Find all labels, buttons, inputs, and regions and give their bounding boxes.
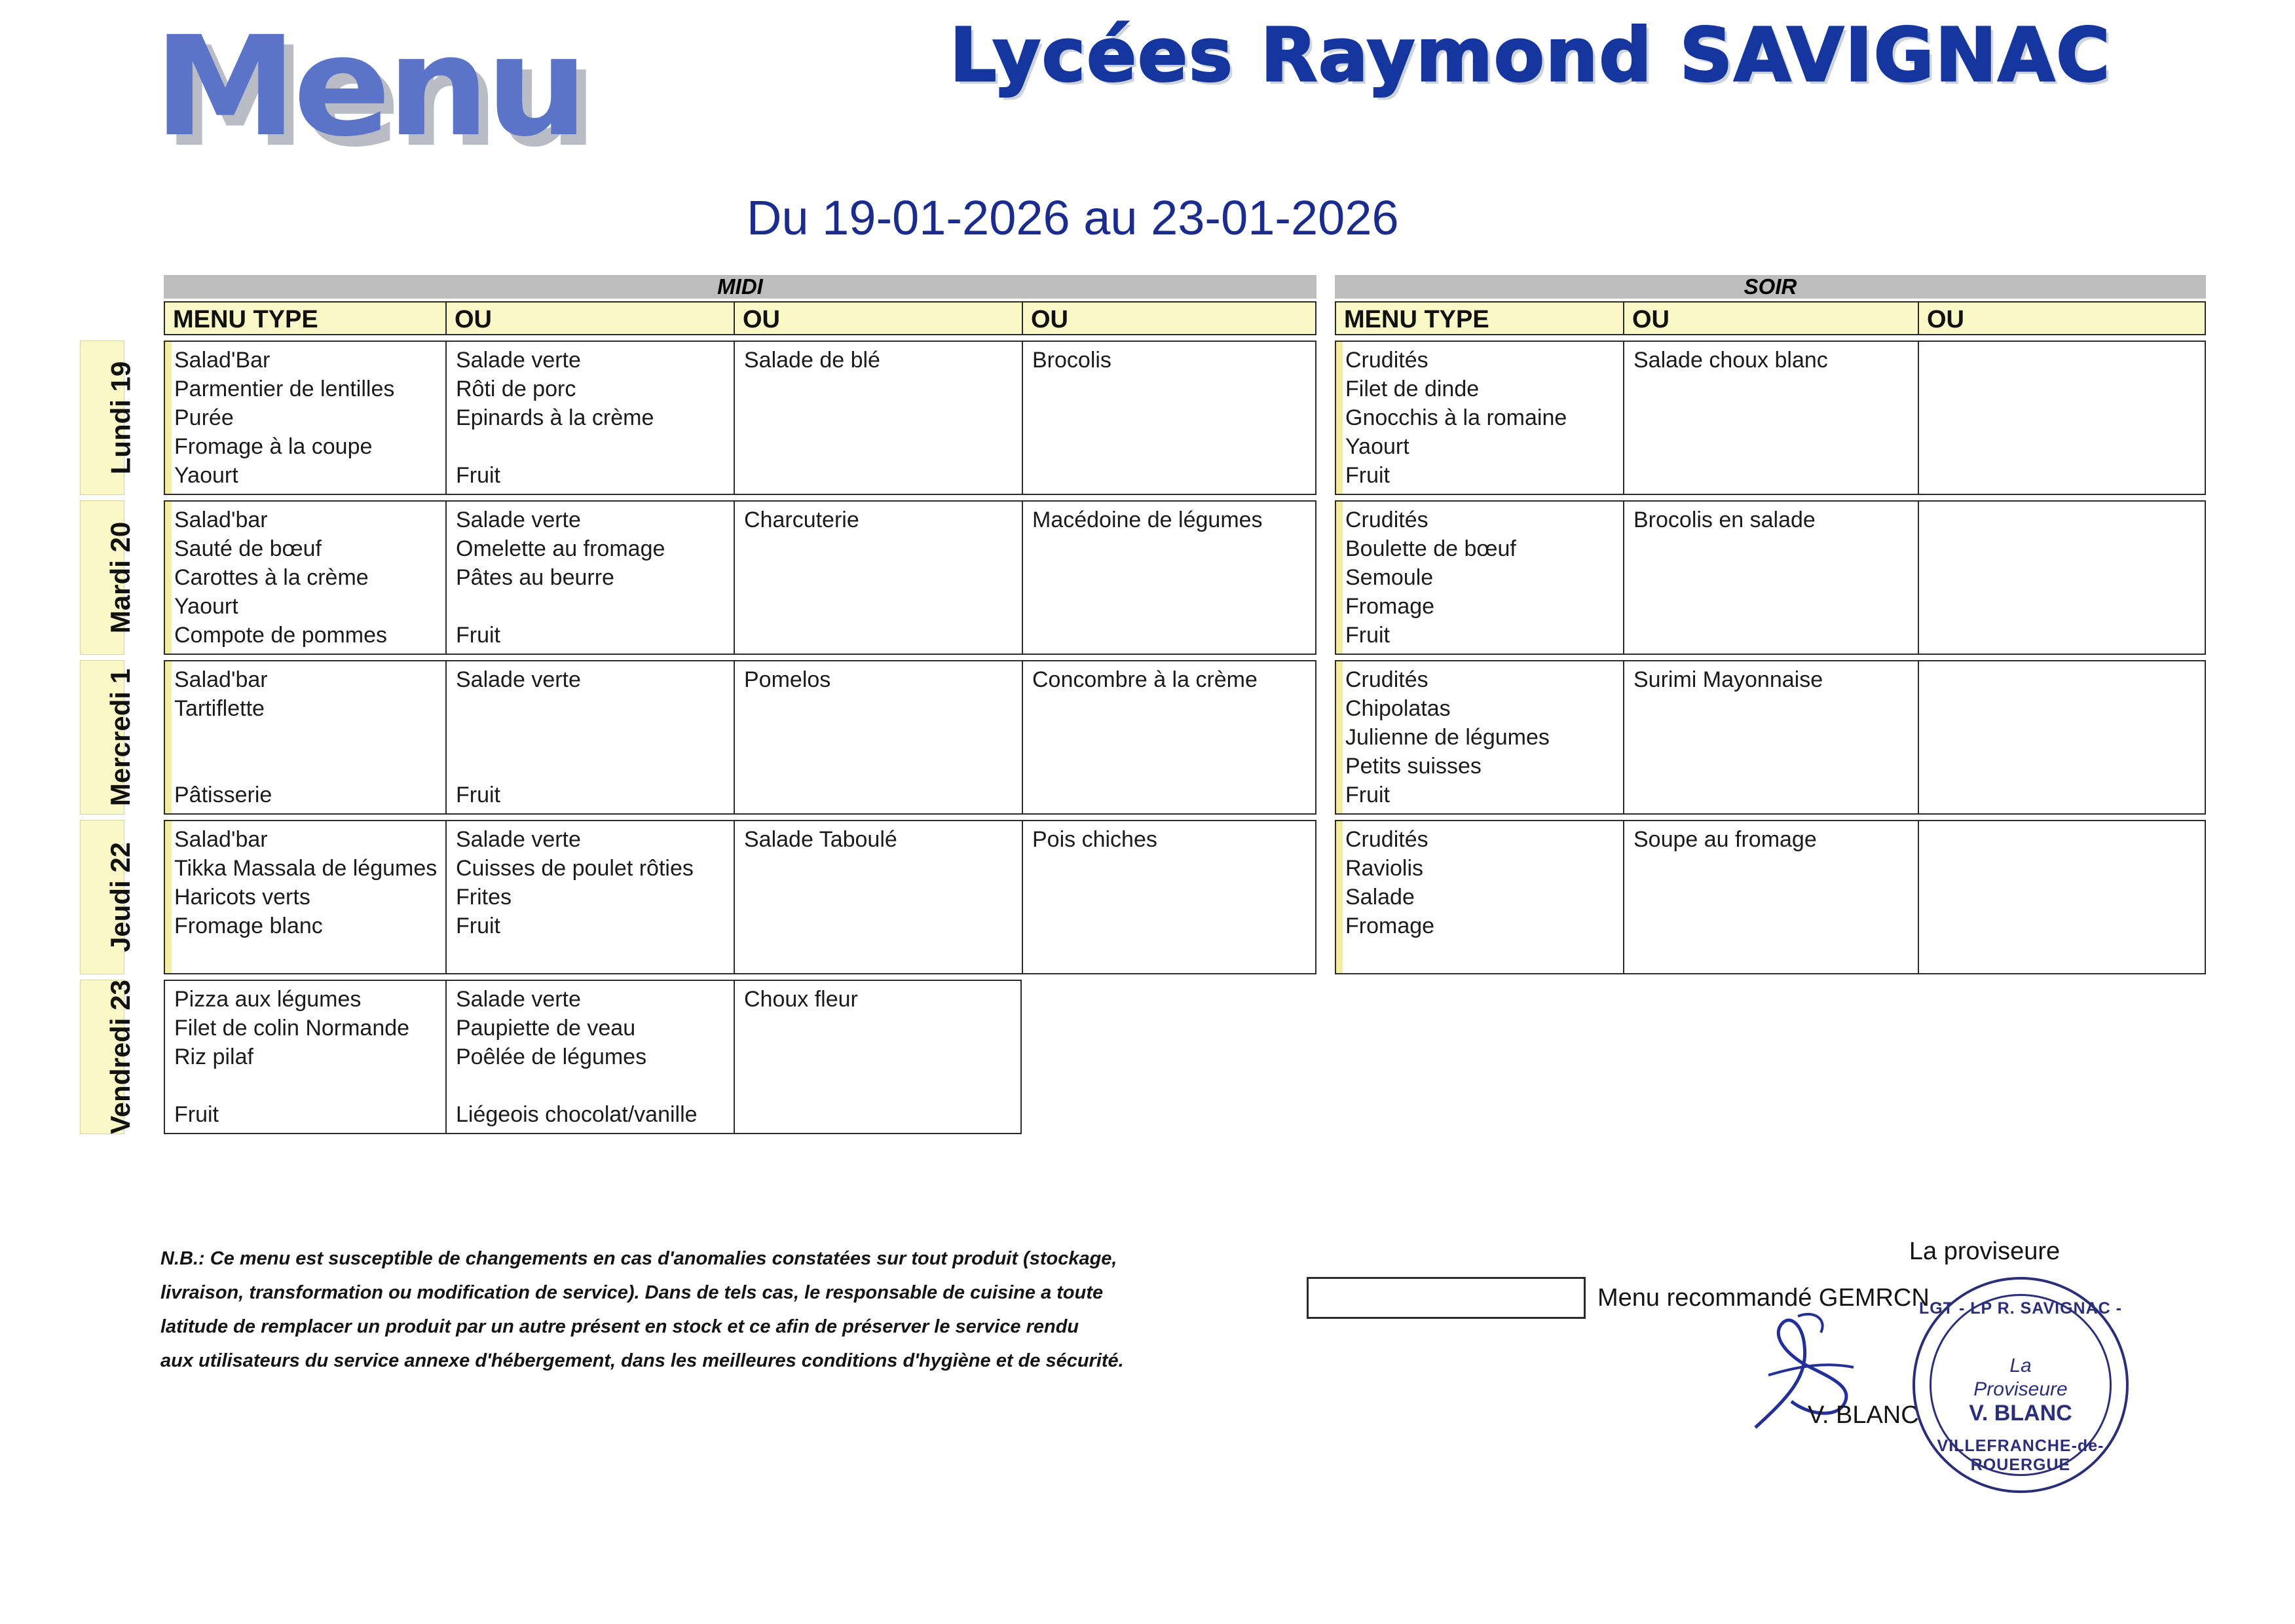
menu-line: Frites — [456, 885, 512, 910]
menu-line: Salad'bar — [174, 827, 268, 852]
menu-line: Filet de dinde — [1345, 377, 1480, 401]
stamp-arc-top: LGT - LP R. SAVIGNAC - — [1919, 1299, 2122, 1318]
cell-mardi-midi-ou-3 — [1022, 500, 1316, 655]
day-label-text: Vendredi 23 — [105, 980, 136, 1134]
disclaimer-note — [160, 1247, 1143, 1384]
date-range: Du 19-01-2026 au 23-01-2026 — [747, 191, 1399, 245]
official-stamp — [1912, 1277, 2129, 1493]
row-gap — [1316, 500, 1335, 655]
menu-line: Poêlée de légumes — [456, 1044, 647, 1069]
menu-line: Salade — [1345, 885, 1415, 910]
day-label-vendredi — [77, 980, 164, 1134]
menu-line: Tartiflette — [174, 696, 265, 721]
table-row — [77, 500, 2206, 655]
cell-mardi-midi-ou-2 — [734, 500, 1022, 655]
table-row — [77, 820, 2206, 974]
menu-grid — [77, 275, 2206, 1134]
menu-line: Purée — [174, 405, 234, 430]
menu-line: Fromage — [1345, 913, 1435, 938]
menu-line: Compote de pommes — [174, 623, 388, 648]
menu-line: Pâtes au beurre — [456, 565, 614, 590]
menu-line: Chipolatas — [1345, 696, 1451, 721]
band-soir: SOIR — [1335, 275, 2206, 299]
day-label-text: Mercredi 1 — [105, 668, 136, 807]
signature-role: La proviseure — [1909, 1238, 2061, 1265]
menu-line: Riz pilaf — [174, 1044, 253, 1069]
cell-jeudi-midi-ou-1 — [445, 820, 734, 974]
day-label-text: Mardi 20 — [105, 521, 136, 634]
header-soir-ou-1: OU — [1623, 301, 1918, 335]
cell-vendredi-midi-ou-1 — [445, 980, 734, 1134]
page-header — [0, 0, 2295, 245]
day-label-text: Lundi 19 — [105, 361, 136, 475]
menu-line-empty — [456, 694, 734, 723]
menu-line: Salade choux blanc — [1633, 348, 1828, 373]
cell-mardi-midi-menu-type — [164, 500, 445, 655]
cell-jeudi-midi-ou-2 — [734, 820, 1022, 974]
menu-line: Crudités — [1345, 827, 1428, 852]
cell-lundi-midi-menu-type — [164, 341, 445, 495]
menu-line: Carottes à la crème — [174, 565, 369, 590]
menu-line: Pâtisserie — [174, 783, 272, 807]
menu-line: Salad'bar — [174, 507, 268, 532]
menu-line-empty — [1928, 825, 2205, 854]
header-midi-ou-3: OU — [1022, 301, 1316, 335]
menu-line-empty — [456, 1071, 734, 1100]
header-gap — [1316, 301, 1335, 335]
cell-lundi-midi-ou-2 — [734, 341, 1022, 495]
menu-line: Fruit — [174, 1102, 219, 1127]
cell-mardi-soir-ou-2 — [1918, 500, 2206, 655]
cell-lundi-midi-ou-1 — [445, 341, 734, 495]
menu-line: Parmentier de lentilles — [174, 377, 395, 401]
disclaimer-line: aux utilisateurs du service annexe d'hébergement, dans les meilleures conditions d'hygiène et de sécurité. — [160, 1350, 1124, 1371]
menu-line: Macédoine de légumes — [1032, 507, 1263, 532]
menu-line: Salade de blé — [744, 348, 880, 373]
menu-line: Salad'Bar — [174, 348, 271, 373]
stamp-line-2: Proviseure — [1973, 1378, 2068, 1400]
menu-line: Yaourt — [174, 463, 238, 488]
table-row — [77, 660, 2206, 815]
header-soir-menu-type: MENU TYPE — [1335, 301, 1623, 335]
menu-line: Fruit — [1345, 463, 1390, 488]
menu-line: Omelette au fromage — [456, 536, 665, 561]
menu-line: Crudités — [1345, 667, 1428, 692]
cell-lundi-soir-menu-type — [1335, 341, 1623, 495]
menu-line: Salade verte — [456, 507, 581, 532]
menu-line: Choux fleur — [744, 987, 858, 1012]
table-row — [77, 980, 2206, 1134]
table-row — [77, 341, 2206, 495]
signature-name: V. BLANC — [1808, 1401, 1919, 1429]
menu-line: Surimi Mayonnaise — [1633, 667, 1823, 692]
day-label-text: Jeudi 22 — [105, 841, 136, 953]
cell-vendredi-midi-menu-type — [164, 980, 445, 1134]
menu-line: Paupiette de veau — [456, 1016, 636, 1041]
menu-line-empty — [174, 752, 445, 781]
header-midi-ou-2: OU — [734, 301, 1022, 335]
menu-line: Tikka Massala de légumes — [174, 856, 438, 881]
cell-jeudi-soir-ou-1 — [1623, 820, 1918, 974]
menu-line: Sauté de bœuf — [174, 536, 322, 561]
menu-line: Brocolis en salade — [1633, 507, 1816, 532]
cell-jeudi-midi-menu-type — [164, 820, 445, 974]
day-label-mercredi — [77, 660, 164, 815]
menu-line: Rôti de porc — [456, 377, 576, 401]
menu-line: Pomelos — [744, 667, 831, 692]
row-gap — [1316, 660, 1335, 815]
cell-jeudi-midi-ou-3 — [1022, 820, 1316, 974]
menu-line: Fruit — [1345, 783, 1390, 807]
cell-jeudi-soir-menu-type — [1335, 820, 1623, 974]
menu-line: Petits suisses — [1345, 754, 1482, 779]
menu-line: Pois chiches — [1032, 827, 1157, 852]
cell-mardi-midi-ou-1 — [445, 500, 734, 655]
header-midi-menu-type: MENU TYPE — [164, 301, 445, 335]
day-label-mardi — [77, 500, 164, 655]
menu-line: Epinards à la crème — [456, 405, 654, 430]
menu-line: Liégeois chocolat/vanille — [456, 1102, 698, 1127]
menu-line: Fruit — [456, 463, 500, 488]
menu-line: Crudités — [1345, 348, 1428, 373]
menu-line: Raviolis — [1345, 856, 1424, 881]
menu-line: Salade Taboulé — [744, 827, 897, 852]
menu-line-empty — [174, 940, 445, 969]
menu-line: Salad'bar — [174, 667, 268, 692]
menu-line: Pizza aux légumes — [174, 987, 362, 1012]
menu-line: Yaourt — [1345, 434, 1409, 459]
cell-lundi-midi-ou-3 — [1022, 341, 1316, 495]
cell-mercredi-midi-ou-1 — [445, 660, 734, 815]
menu-line: Boulette de bœuf — [1345, 536, 1516, 561]
menu-line: Fruit — [456, 783, 500, 807]
cell-mercredi-soir-ou-2 — [1918, 660, 2206, 815]
school-title: Lycées Raymond SAVIGNAC — [950, 13, 2112, 98]
menu-line: Filet de colin Normande — [174, 1016, 410, 1041]
menu-line: Fromage — [1345, 594, 1435, 619]
band-gap — [1316, 275, 1335, 299]
disclaimer-line: N.B.: Ce menu est susceptible de changements en cas d'anomalies constatées sur tout produit (stockage, — [160, 1248, 1117, 1269]
signature-block — [1755, 1238, 2214, 1266]
cell-mercredi-soir-ou-1 — [1623, 660, 1918, 815]
menu-line: Haricots verts — [174, 885, 310, 910]
menu-line-empty — [456, 723, 734, 752]
menu-wordmark: Menu — [153, 7, 585, 167]
menu-line: Yaourt — [174, 594, 238, 619]
menu-line-empty — [456, 592, 734, 621]
disclaimer-line: livraison, transformation ou modification de service). Dans de tels cas, le responsable de cuisine a toute — [160, 1282, 1104, 1303]
disclaimer-line: latitude de remplacer un produit par un autre présent en stock et ce afin de préserver le service rendu — [160, 1316, 1079, 1337]
menu-line: Crudités — [1345, 507, 1428, 532]
gemrcn-label: Menu recommandé GEMRCN . — [1597, 1283, 1943, 1312]
stamp-center-text — [1912, 1354, 2129, 1426]
menu-line: Salade verte — [456, 348, 581, 373]
menu-line: Gnocchis à la romaine — [1345, 405, 1567, 430]
menu-line-empty — [456, 752, 734, 781]
menu-line: Soupe au fromage — [1633, 827, 1817, 852]
menu-line: Concombre à la crème — [1032, 667, 1258, 692]
menu-line: Semoule — [1345, 565, 1434, 590]
cell-mercredi-midi-ou-3 — [1022, 660, 1316, 815]
row-gap — [1316, 820, 1335, 974]
gemrcn-box — [1307, 1277, 1586, 1319]
cell-mercredi-midi-ou-2 — [734, 660, 1022, 815]
cell-mercredi-midi-menu-type — [164, 660, 445, 815]
menu-line: Salade verte — [456, 827, 581, 852]
menu-line-empty — [1928, 346, 2205, 375]
row-gap — [1316, 341, 1335, 495]
stamp-line-3: V. BLANC — [1969, 1401, 2072, 1426]
cell-lundi-soir-ou-1 — [1623, 341, 1918, 495]
cell-mardi-soir-menu-type — [1335, 500, 1623, 655]
day-label-jeudi — [77, 820, 164, 974]
cell-mercredi-soir-menu-type — [1335, 660, 1623, 815]
header-soir-ou-2: OU — [1918, 301, 2206, 335]
menu-line: Fruit — [1345, 623, 1390, 648]
menu-line: Fruit — [456, 623, 500, 648]
menu-line: Julienne de légumes — [1345, 725, 1550, 750]
menu-line-empty — [1928, 506, 2205, 534]
cell-jeudi-soir-ou-2 — [1918, 820, 2206, 974]
menu-line-empty — [456, 940, 734, 969]
menu-line-empty — [1345, 940, 1623, 969]
stamp-line-1: La — [2009, 1355, 2032, 1376]
menu-line: Salade verte — [456, 667, 581, 692]
header-midi-ou-1: OU — [445, 301, 734, 335]
menu-line: Brocolis — [1032, 348, 1111, 373]
stamp-arc-bottom: VILLEFRANCHE-de-ROUERGUE — [1937, 1437, 2104, 1474]
menu-line-empty — [456, 432, 734, 461]
menu-line: Cuisses de poulet rôties — [456, 856, 694, 881]
service-band-row — [164, 275, 2206, 299]
cell-lundi-soir-ou-2 — [1918, 341, 2206, 495]
day-label-lundi — [77, 341, 164, 495]
menu-line: Fruit — [456, 913, 500, 938]
menu-line: Charcuterie — [744, 507, 859, 532]
menu-line-empty — [174, 1071, 445, 1100]
menu-line: Fromage blanc — [174, 913, 323, 938]
menu-line: Fromage à la coupe — [174, 434, 373, 459]
menu-line: Salade verte — [456, 987, 581, 1012]
band-midi: MIDI — [164, 275, 1316, 299]
menu-line-empty — [1928, 665, 2205, 694]
column-header-row — [164, 301, 2206, 335]
menu-line-empty — [174, 723, 445, 752]
cell-mardi-soir-ou-1 — [1623, 500, 1918, 655]
cell-vendredi-midi-ou-2 — [734, 980, 1022, 1134]
